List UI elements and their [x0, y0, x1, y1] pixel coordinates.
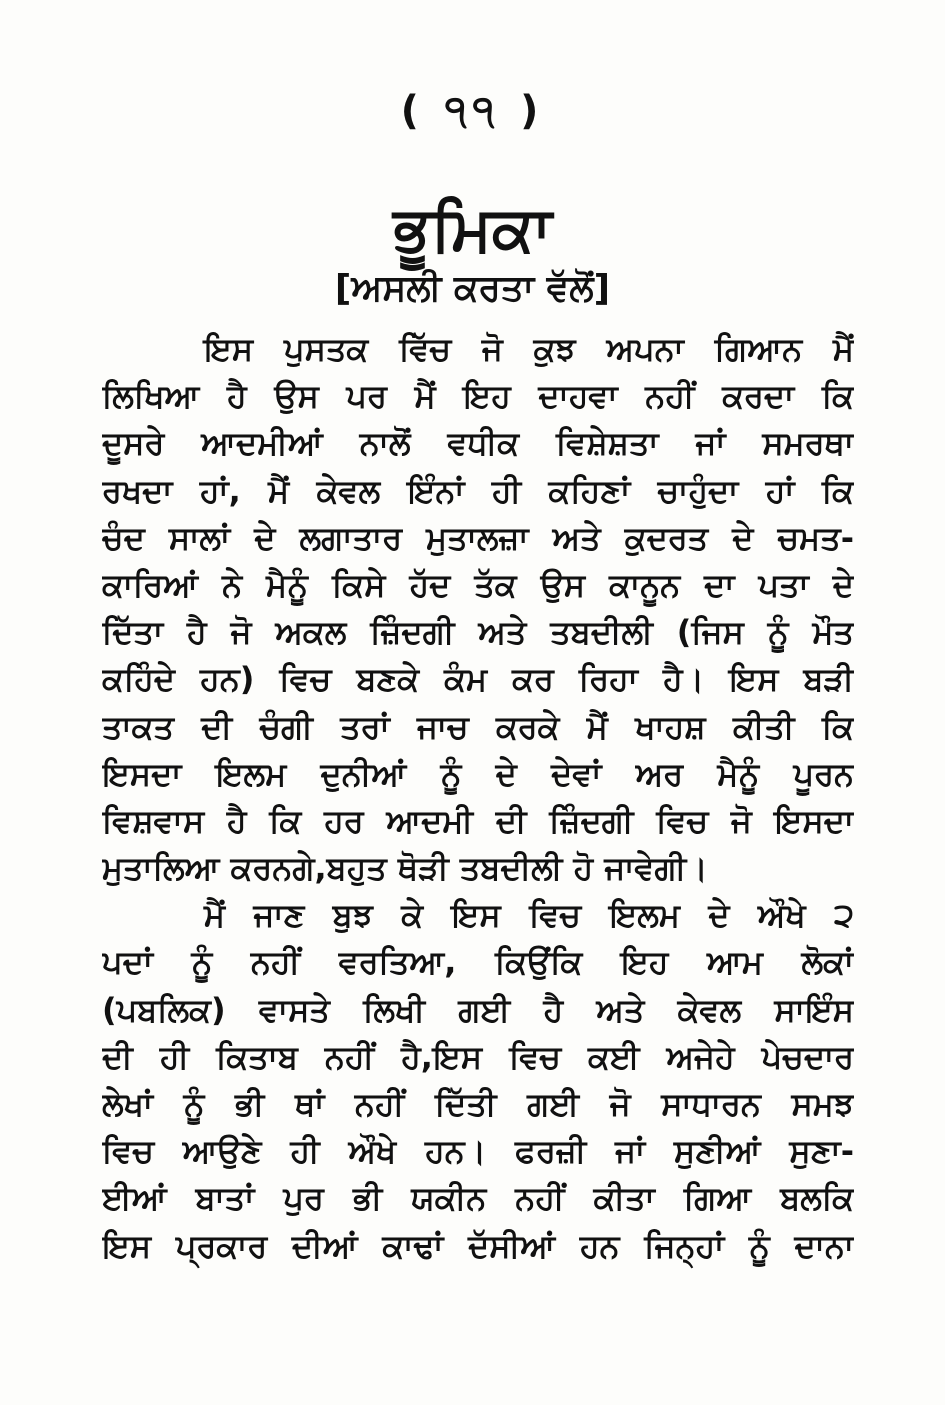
- text-line: (ਪਬਲਿਕ) ਵਾਸਤੇ ਲਿਖੀ ਗਈ ਹੈ ਅਤੇ ਕੇਵਲ ਸਾਇੰਸ: [102, 990, 854, 1029]
- text-line: ਕਾਰਿਆਂ ਨੇ ਮੈਨੂੰ ਕਿਸੇ ਹੱਦ ਤੱਕ ਉਸ ਕਾਨੂਨ ਦਾ ਪਤਾ ਦੇ: [102, 565, 854, 604]
- text-line: ਰਖਦਾ ਹਾਂ, ਮੈਂ ਕੇਵਲ ਇੰਨਾਂ ਹੀ ਕਹਿਣਾਂ ਚਾਹੁੰਦਾ ਹਾਂ ਕਿ: [102, 471, 854, 510]
- text-line: ਦੀ ਹੀ ਕਿਤਾਬ ਨਹੀਂ ਹੈ,ਇਸ ਵਿਚ ਕਈ ਅਜੇਹੇ ਪੇਚਦਾਰ: [102, 1037, 854, 1076]
- page-subtitle: [ਅਸਲੀ ਕਰਤਾ ਵੱਲੋਂ]: [334, 268, 611, 309]
- text-line: ਮੈਂ ਜਾਣ ਬੁਝ ਕੇ ਇਸ ਵਿਚ ਇਲਮ ਦੇ ਔਖੇ ੨: [204, 896, 854, 935]
- paragraph-2: [102, 892, 854, 1270]
- text-line: ਵਿਚ ਆਉਣੇ ਹੀ ਔਖੇ ਹਨ। ਫਰਜ਼ੀ ਜਾਂ ਸੁਣੀਆਂ ਸੁਣਾ-: [102, 1132, 854, 1171]
- text-line: ਇਸ ਪ੍ਰਕਾਰ ਦੀਆਂ ਕਾਢਾਂ ਦੱਸੀਆਂ ਹਨ ਜਿਨ੍ਹਾਂ ਨੂੰ ਦਾਨਾ: [102, 1226, 854, 1265]
- text-line: ਦੂਸਰੇ ਆਦਮੀਆਂ ਨਾਲੋਂ ਵਧੀਕ ਵਿਸ਼ੇਸ਼ਤਾ ਜਾਂ ਸਮਰਥਾ: [102, 424, 854, 463]
- text-line: ਲਿਖਿਆ ਹੈ ਉਸ ਪਰ ਮੈਂ ਇਹ ਦਾਹਵਾ ਨਹੀਂ ਕਰਦਾ ਕਿ: [102, 377, 854, 416]
- text-line: ਲੇਖਾਂ ਨੂੰ ਭੀ ਥਾਂ ਨਹੀਂ ਦਿੱਤੀ ਗਈ ਜੋ ਸਾਧਾਰਨ ਸਮਝ: [102, 1085, 854, 1123]
- text-line: ਚੰਦ ਸਾਲਾਂ ਦੇ ਲਗਾਤਾਰ ਮੁਤਾਲਜ਼ਾ ਅਤੇ ਕੁਦਰਤ ਦੇ ਚਮਤ-: [102, 518, 854, 557]
- text-line: ਮੁਤਾਲਿਆ ਕਰਨਗੇ,ਬਹੁਤ ਥੋੜੀ ਤਬਦੀਲੀ ਹੋ ਜਾਵੇਗੀ।: [102, 849, 708, 888]
- page-title: ਭੂਮਿਕਾ: [393, 192, 552, 265]
- text-line: ਇਸ ਪੁਸਤਕ ਵਿੱਚ ਜੋ ਕੁਝ ਅਪਨਾ ਗਿਆਨ ਮੈਂ: [204, 330, 854, 368]
- text-line: ਇਸਦਾ ਇਲਮ ਦੁਨੀਆਂ ਨੂੰ ਦੇ ਦੇਵਾਂ ਅਰ ਮੈਨੂੰ ਪੂਰਨ: [102, 754, 854, 793]
- text-line: ਕਹਿੰਦੇ ਹਨ) ਵਿਚ ਬਣਕੇ ਕੰਮ ਕਰ ਰਿਹਾ ਹੈ। ਇਸ ਬੜੀ: [102, 660, 854, 699]
- text-line: ਦਿੱਤਾ ਹੈ ਜੋ ਅਕਲ ਜ਼ਿੰਦਗੀ ਅਤੇ ਤਬਦੀਲੀ (ਜਿਸ ਨੂੰ ਮੌਤ: [102, 613, 854, 652]
- text-line: ਪਦਾਂ ਨੂੰ ਨਹੀਂ ਵਰਤਿਆ, ਕਿਉਂਕਿ ਇਹ ਆਮ ਲੋਕਾਂ: [102, 943, 854, 982]
- body-text: [102, 326, 854, 1270]
- paragraph-1: [102, 326, 854, 892]
- text-line: ਵਿਸ਼ਵਾਸ ਹੈ ਕਿ ਹਰ ਆਦਮੀ ਦੀ ਜ਼ਿੰਦਗੀ ਵਿਚ ਜੋ ਇਸਦਾ: [102, 801, 854, 840]
- page-number: ( ੧੧ ): [400, 88, 545, 134]
- text-line: ਈਆਂ ਬਾਤਾਂ ਪੁਰ ਭੀ ਯਕੀਨ ਨਹੀਂ ਕੀਤਾ ਗਿਆ ਬਲਕਿ: [102, 1179, 854, 1218]
- text-line: ਤਾਕਤ ਦੀ ਚੰਗੀ ਤਰਾਂ ਜਾਚ ਕਰਕੇ ਮੈਂ ਖਾਹਸ਼ ਕੀਤੀ ਕਿ: [102, 707, 854, 746]
